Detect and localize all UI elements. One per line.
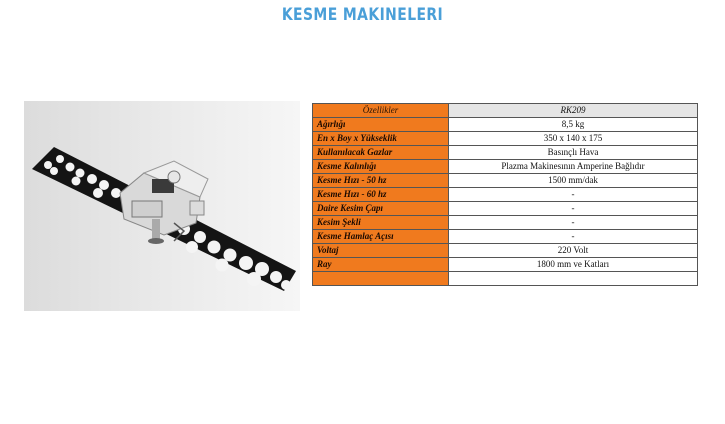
table-row — [313, 216, 698, 230]
row-label: En x Boy x Yükseklik — [313, 132, 449, 146]
row-value: 1800 mm ve Katları — [449, 258, 698, 272]
row-label — [313, 272, 449, 286]
row-label: Kullanılacak Gazlar — [313, 146, 449, 160]
product-photo — [24, 101, 300, 311]
row-value: 350 x 140 x 175 — [449, 132, 698, 146]
row-label: Kesim Şekli — [313, 216, 449, 230]
row-value: 220 Volt — [449, 244, 698, 258]
spec-table — [312, 103, 698, 286]
row-label: Kesme Kalınlığı — [313, 160, 449, 174]
row-value: - — [449, 188, 698, 202]
features-header: Özellikler — [313, 104, 449, 118]
table-header-row — [313, 104, 698, 118]
row-value: Basınçlı Hava — [449, 146, 698, 160]
row-label: Ray — [313, 258, 449, 272]
row-value — [449, 272, 698, 286]
table-row — [313, 132, 698, 146]
table-row — [313, 272, 698, 286]
table-row — [313, 118, 698, 132]
row-value: 8,5 kg — [449, 118, 698, 132]
row-value: - — [449, 202, 698, 216]
row-value: - — [449, 230, 698, 244]
row-label: Ağırlığı — [313, 118, 449, 132]
model-header: RK209 — [449, 104, 698, 118]
row-label: Kesme Hızı - 60 hz — [313, 188, 449, 202]
page-title: KESME MAKINELERI — [281, 5, 444, 25]
row-value: - — [449, 216, 698, 230]
table-row — [313, 188, 698, 202]
row-value: Plazma Makinesının Amperine Bağlıdır — [449, 160, 698, 174]
row-label: Kesme Hızı - 50 hz — [313, 174, 449, 188]
row-value: 1500 mm/dak — [449, 174, 698, 188]
table-row — [313, 160, 698, 174]
row-label: Daire Kesim Çapı — [313, 202, 449, 216]
table-row — [313, 244, 698, 258]
row-label: Voltaj — [313, 244, 449, 258]
table-row — [313, 202, 698, 216]
row-label: Kesme Hamlaç Açısı — [313, 230, 449, 244]
table-row — [313, 146, 698, 160]
table-row — [313, 258, 698, 272]
table-row — [313, 174, 698, 188]
table-row — [313, 230, 698, 244]
